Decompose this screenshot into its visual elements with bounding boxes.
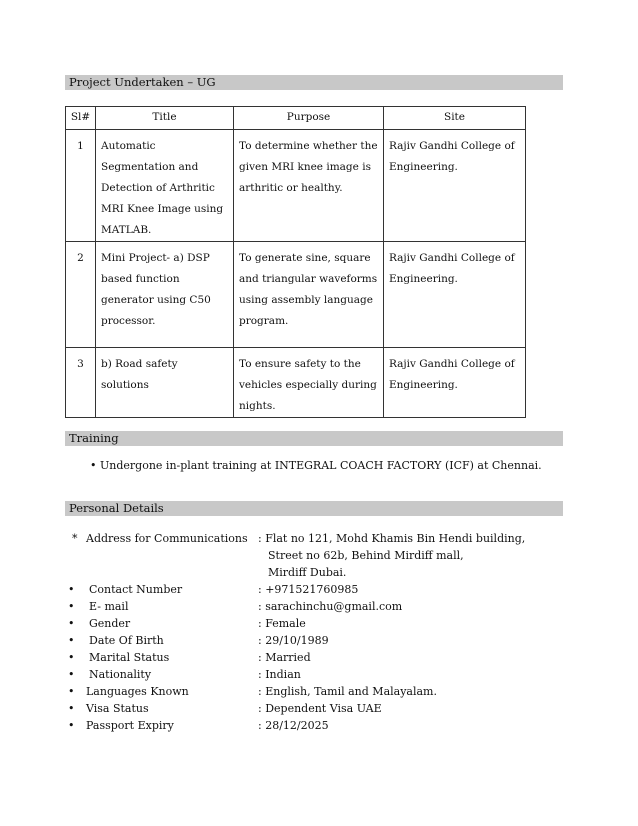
detail-label: Passport Expiry <box>86 719 174 732</box>
training-text: Undergone in-plant training at INTEGRAL COACH FACTORY (ICF) at Chennai. <box>100 459 542 472</box>
asterisk-icon: * <box>72 532 78 545</box>
detail-value: : Female <box>258 617 306 630</box>
detail-label: E- mail <box>89 600 129 613</box>
detail-value: : Indian <box>258 668 301 681</box>
detail-value: : 28/12/2025 <box>258 719 329 732</box>
detail-value: : sarachinchu@gmail.com <box>258 600 403 613</box>
detail-label: Marital Status <box>89 651 170 664</box>
table-row <box>66 242 526 348</box>
projects-section-heading: Project Undertaken – UG <box>65 75 563 90</box>
detail-value: : 29/10/1989 <box>258 634 329 647</box>
cell-sl: 3 <box>66 348 96 418</box>
bullet-icon: • <box>90 459 97 472</box>
bullet-icon: • <box>68 668 75 681</box>
detail-row-nationality <box>68 666 538 683</box>
table-row <box>66 130 526 242</box>
column-header-purpose: Purpose <box>234 107 384 130</box>
bullet-icon: • <box>68 600 75 613</box>
detail-label: Date Of Birth <box>89 634 164 647</box>
address-line-2: Street no 62b, Behind Mirdiff mall, <box>268 549 464 562</box>
projects-table <box>65 106 526 418</box>
column-header-title: Title <box>96 107 234 130</box>
cell-site: Rajiv Gandhi College of Engineering. <box>384 130 526 242</box>
detail-value: : Dependent Visa UAE <box>258 702 382 715</box>
detail-row-gender <box>68 615 538 632</box>
detail-label: Address for Communications <box>86 532 248 545</box>
bullet-icon: • <box>68 651 75 664</box>
detail-value: : Flat no 121, Mohd Khamis Bin Hendi building, <box>258 532 526 545</box>
personal-section-heading: Personal Details <box>65 501 563 516</box>
bullet-icon: • <box>68 617 75 630</box>
column-header-sl: Sl# <box>66 107 96 130</box>
bullet-icon: • <box>68 719 75 732</box>
cell-title: Mini Project- a) DSP based function generator using C50 processor. <box>96 242 234 348</box>
detail-row-email <box>68 598 538 615</box>
detail-label: Nationality <box>89 668 152 681</box>
table-row <box>66 348 526 418</box>
bullet-icon: • <box>68 583 75 596</box>
cell-site: Rajiv Gandhi College of Engineering. <box>384 242 526 348</box>
address-continuation <box>68 547 538 581</box>
detail-label: Contact Number <box>89 583 183 596</box>
detail-row-visa-status <box>68 700 538 717</box>
detail-label: Gender <box>89 617 131 630</box>
address-line-3: Mirdiff Dubai. <box>268 566 347 579</box>
detail-row-address <box>68 530 538 547</box>
bullet-icon: • <box>68 702 75 715</box>
training-item <box>90 459 542 472</box>
cell-purpose: To determine whether the given MRI knee image is arthritic or healthy. <box>234 130 384 242</box>
training-section-heading: Training <box>65 431 563 446</box>
cell-sl: 2 <box>66 242 96 348</box>
detail-row-languages <box>68 683 538 700</box>
detail-value: : +971521760985 <box>258 583 359 596</box>
cell-title: b) Road safety solutions <box>96 348 234 418</box>
bullet-icon: • <box>68 634 75 647</box>
table-header-row <box>66 107 526 130</box>
cell-site: Rajiv Gandhi College of Engineering. <box>384 348 526 418</box>
detail-value: : Married <box>258 651 311 664</box>
column-header-site: Site <box>384 107 526 130</box>
detail-row-dob <box>68 632 538 649</box>
detail-value: : English, Tamil and Malayalam. <box>258 685 437 698</box>
cell-sl: 1 <box>66 130 96 242</box>
cell-title: Automatic Segmentation and Detection of Arthritic MRI Knee Image using MATLAB. <box>96 130 234 242</box>
personal-details-list <box>68 530 538 734</box>
detail-row-marital-status <box>68 649 538 666</box>
bullet-icon: • <box>68 685 75 698</box>
cell-purpose: To generate sine, square and triangular waveforms using assembly language program. <box>234 242 384 348</box>
detail-label: Visa Status <box>86 702 149 715</box>
detail-row-contact <box>68 581 538 598</box>
detail-row-passport-expiry <box>68 717 538 734</box>
detail-label: Languages Known <box>86 685 189 698</box>
cell-purpose: To ensure safety to the vehicles especially during nights. <box>234 348 384 418</box>
